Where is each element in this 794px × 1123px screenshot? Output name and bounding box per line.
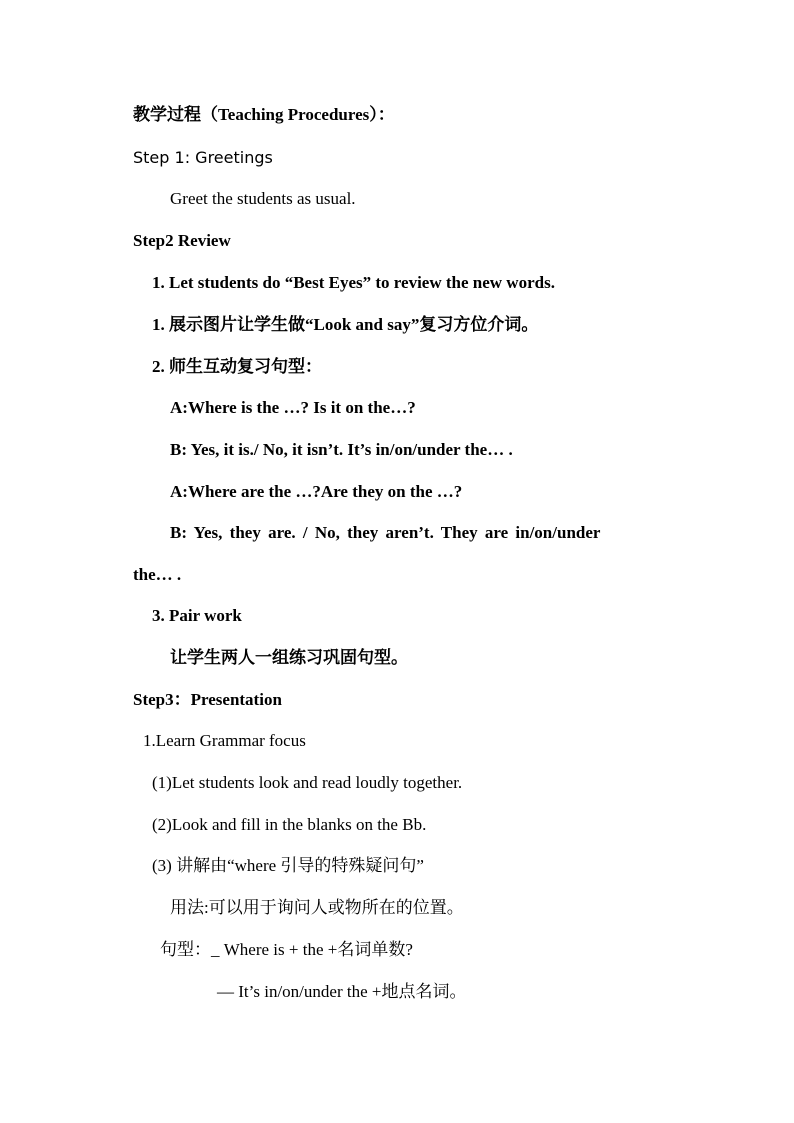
step3-sub3: (3) 讲解由“where 引导的特殊疑问句” xyxy=(152,856,424,875)
step3-pattern1: 句型：_ Where is + the +名词单数? xyxy=(160,940,413,959)
step2-item3-text: 让学生两人一组练习巩固句型。 xyxy=(170,648,408,667)
step3-sub1: (1)Let students look and read loudly together. xyxy=(152,773,463,792)
step2-item3: 3. Pair work xyxy=(152,606,242,625)
dialog-line-continuation: the… . xyxy=(133,565,182,584)
step2-title: Step2 Review xyxy=(133,231,231,250)
step2-item1: 1. Let students do “Best Eyes” to review the new words. xyxy=(152,273,555,292)
step1-text: Greet the students as usual. xyxy=(170,189,356,208)
dialog-line: A:Where are the …?Are they on the …? xyxy=(170,482,463,501)
dialog-line: A:Where is the …? Is it on the…? xyxy=(170,398,416,417)
step3-title: Step3：Presentation xyxy=(133,690,282,709)
step3-item1: 1.Learn Grammar focus xyxy=(143,731,306,750)
step2-sub2: 2. 师生互动复习句型： xyxy=(152,357,322,376)
step3-sub2: (2)Look and fill in the blanks on the Bb. xyxy=(152,815,427,834)
section-heading: 教学过程（Teaching Procedures）： xyxy=(133,105,395,124)
dialog-line: B: Yes, it is./ No, it isn’t. It’s in/on/under the… . xyxy=(170,440,513,459)
step2-sub1: 1. 展示图片让学生做“Look and say”复习方位介词。 xyxy=(152,315,539,334)
step1-title: Step 1: Greetings xyxy=(133,148,273,167)
dialog-line: B: Yes, they are. / No, they aren’t. They are in/on/under xyxy=(170,523,601,542)
step3-pattern2: — It’s in/on/under the +地点名词。 xyxy=(217,982,467,1001)
step3-usage: 用法:可以用于询问人或物所在的位置。 xyxy=(170,898,464,917)
